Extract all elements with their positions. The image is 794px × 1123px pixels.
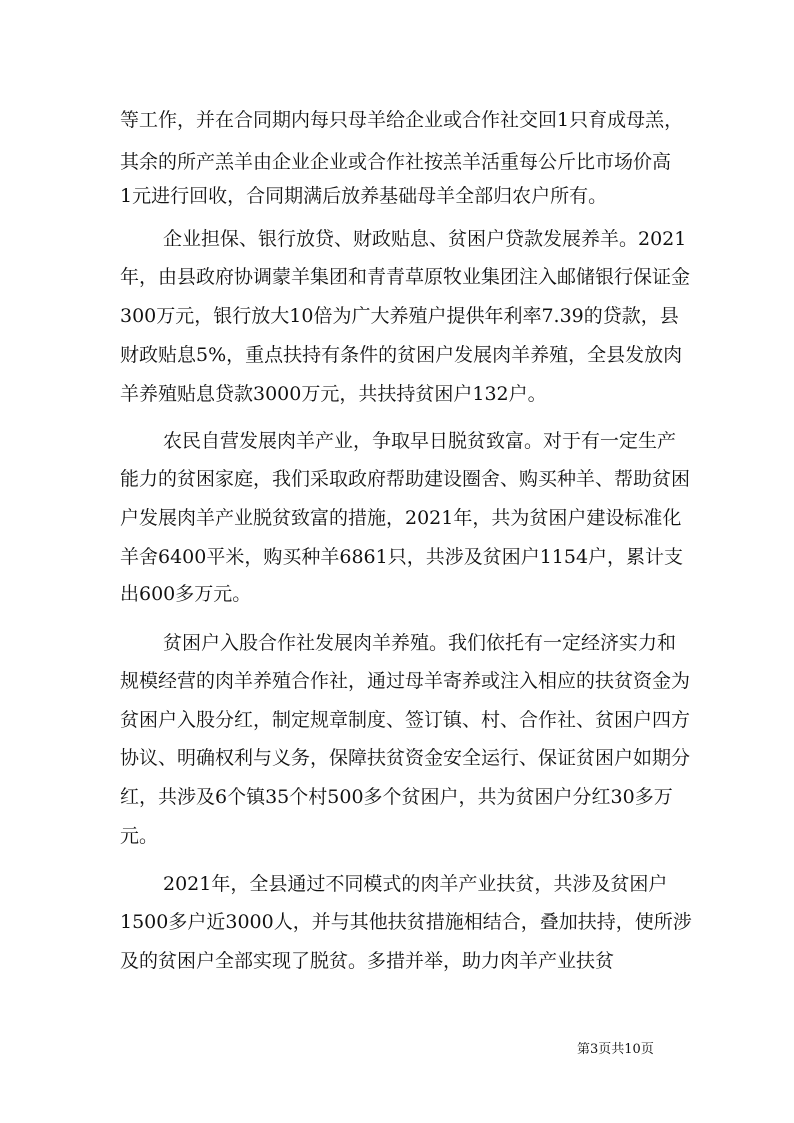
text-line: 羊养殖贴息贷款3000万元，共扶持贫困户132户。 xyxy=(120,383,547,405)
text-line: 1500多户近3000人，并与其他扶贫措施相结合，叠加扶持，使所涉 xyxy=(120,911,692,933)
text-line: 1元进行回收，合同期满后放养基础母羊全部归农户所有。 xyxy=(120,185,608,207)
text-line: 出600多万元。 xyxy=(120,583,252,605)
page-number: 第3页共10页 xyxy=(577,1042,654,1057)
text-line: 元。 xyxy=(120,825,159,847)
text-line: 及的贫困户全部实现了脱贫。多措并举，助力肉羊产业扶贫 xyxy=(120,950,615,972)
text-line: 户发展肉羊产业脱贫致富的措施，2021年，共为贫困户建设标准化 xyxy=(120,507,682,529)
paragraph-first-line: 2021年，全县通过不同模式的肉羊产业扶贫，共涉及贫困户 xyxy=(163,873,668,895)
text-line: 等工作，并在合同期内每只母羊给企业或合作社交回1只育成母羔， xyxy=(120,109,684,131)
text-line: 其余的所产羔羊由企业企业或合作社按羔羊活重每公斤比市场价高 xyxy=(120,151,672,173)
text-line: 协议、明确权利与义务，保障扶贫资金安全运行、保证贫困户如期分 xyxy=(120,747,691,769)
text-line: 羊舍6400平米，购买种羊6861只，共涉及贫困户1154户，累计支 xyxy=(120,546,684,568)
text-line: 贫困户入股分红，制定规章制度、签订镇、村、合作社、贫困户四方 xyxy=(120,709,691,731)
text-line: 能力的贫困家庭，我们采取政府帮助建设圈舍、购买种羊、帮助贫困 xyxy=(120,468,691,490)
paragraph-first-line: 农民自营发展肉羊产业，争取早日脱贫致富。对于有一定生产 xyxy=(163,430,677,452)
text-line: 年，由县政府协调蒙羊集团和青青草原牧业集团注入邮储银行保证金 xyxy=(120,266,691,288)
text-line: 财政贴息5%，重点扶持有条件的贫困户发展肉羊养殖，全县发放肉 xyxy=(120,344,683,366)
paragraph-first-line: 企业担保、银行放贷、财政贴息、贫困户贷款发展养羊。2021 xyxy=(163,228,687,250)
text-line: 规模经营的肉羊养殖合作社，通过母羊寄养或注入相应的扶贫资金为 xyxy=(120,670,691,692)
text-line: 红，共涉及6个镇35个村500多个贫困户，共为贫困户分红30多万 xyxy=(120,786,673,808)
paragraph-first-line: 贫困户入股合作社发展肉羊养殖。我们依托有一定经济实力和 xyxy=(163,632,677,654)
text-line: 300万元，银行放大10倍为广大养殖户提供年利率7.39的贷款，县 xyxy=(120,305,679,327)
